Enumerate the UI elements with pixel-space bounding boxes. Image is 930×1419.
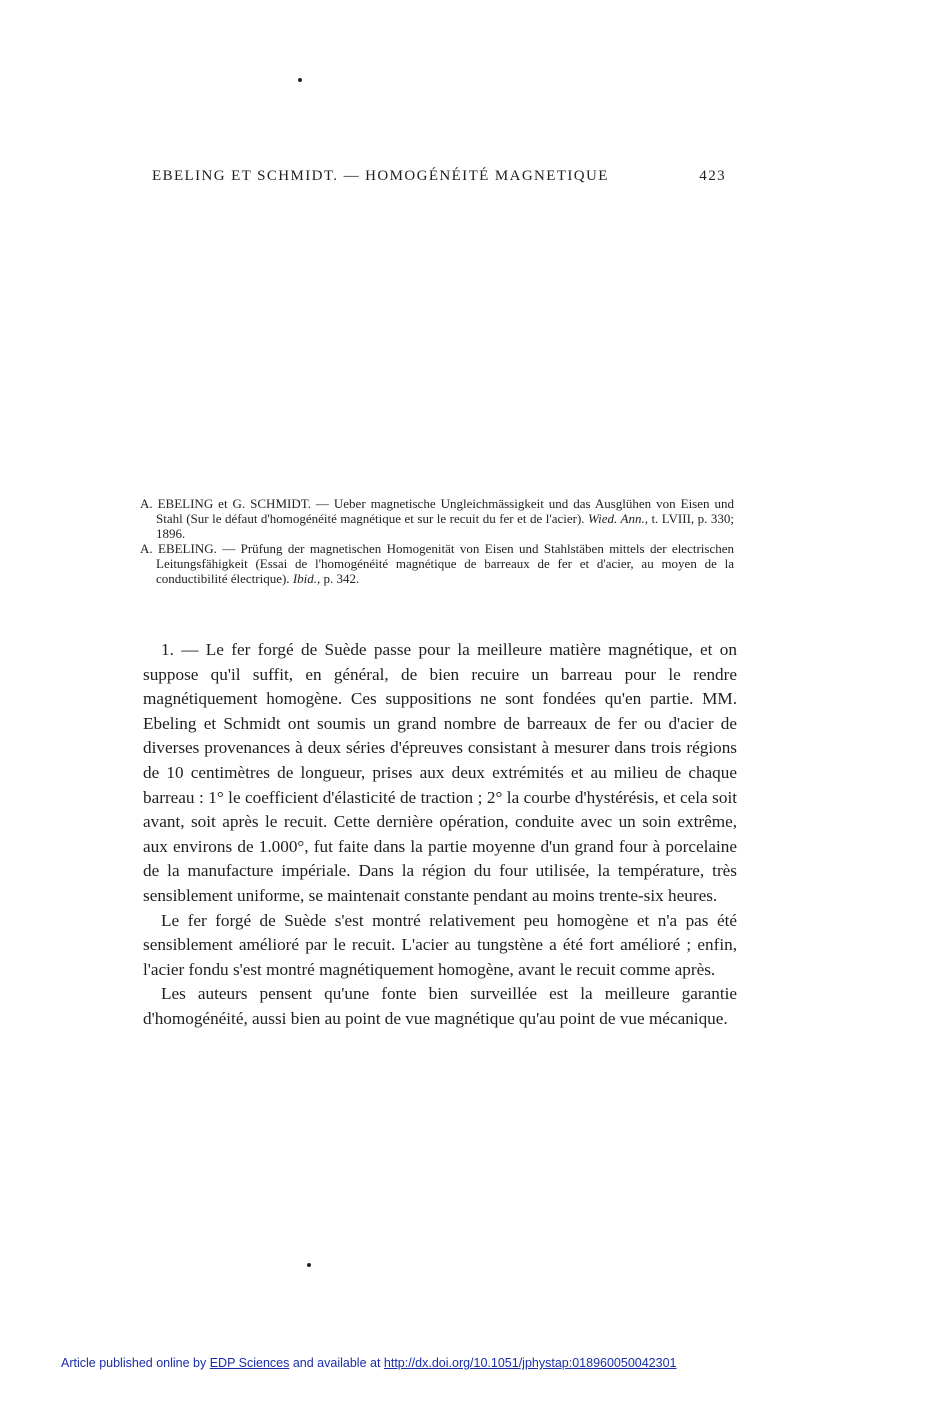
journal-name: Ibid. [292,571,318,586]
page-mark [307,1263,311,1267]
journal-name: Wied. Ann. [588,511,645,526]
reference-text: A. EBELING et G. SCHMIDT. — Ueber magnetische Ungleichmässigkeit und das Ausglühen von Eisen und Stahl (Sur le défaut d'homogénéité magnétique et sur le recuit du fer et de l'acier). [140,496,734,526]
reference-text: A. EBELING. — Prüfung der magnetischen Homogenität von Eisen und Stahlstäben mittels der electrischen Leitungsfähigkeit (Essai de l'homogénéité magnétique de barreaux de fer et d'acier, au moyen de la conductibilité électrique). [140,541,734,586]
footer-middle: and available at [289,1356,384,1370]
reference-citation: , t. LVIII, p. 330; 1896. [156,511,734,541]
body-paragraph: 1. — Le fer forgé de Suède passe pour la meilleure matière magnétique, et on suppose qu'il suffit, en général, de bien recuire un barreau pour le rendre magnétiquement homogène. Ces suppositions ne sont fondées qu'en partie. MM. Ebeling et Schmidt ont soumis un grand nombre de barreaux de fer ou d'acier de diverses provenances à deux séries d'épreuves consistant à mesurer dans trois régions de 10 centimètres de longueur, prises aux deux extrémités et au milieu de chaque barreau : 1° le coefficient d'élasticité de traction ; 2° la courbe d'hystérésis, et cela soit avant, soit après le recuit. Cette dernière opération, conduite avec un soin extrême, aux environs de 1.000°, fut faite dans la partie moyenne d'un grand four à porcelaine de la manufacture impériale. Dans la région du four utilisée, la température, très sensiblement uniforme, se maintenait constante pendant au moins trente-six heures. [143,640,737,905]
body-paragraph: Les auteurs pensent qu'une fonte bien surveillée est la meilleure garantie d'homogénéité, aussi bien au point de vue magnétique qu'au point de vue mécanique. [143,984,737,1028]
reference-item [140,496,734,541]
page-mark [298,78,302,82]
doi-link[interactable]: http://dx.doi.org/10.1051/jphystap:018960050042301 [383,1356,677,1370]
body-paragraph: Le fer forgé de Suède s'est montré relativement peu homogène et n'a pas été sensiblement amélioré par le recuit. L'acier au tungstène a été fort amélioré ; enfin, l'acier fondu s'est montré magnétiquement homogène, avant le recuit comme après. [143,910,737,979]
publication-footer [61,1356,677,1370]
footer-prefix: Article published online by [61,1356,210,1370]
publisher-link[interactable]: EDP Sciences [209,1356,290,1370]
page-number: 423 [699,168,726,184]
reference-citation: , p. 342. [317,571,360,586]
article-body [143,638,737,1032]
reference-list [140,496,734,586]
running-head [152,168,726,185]
reference-item [140,541,734,586]
running-head-title: EBELING ET SCHMIDT. — HOMOGÉNÉITÉ MAGNETIQUE [152,168,609,184]
